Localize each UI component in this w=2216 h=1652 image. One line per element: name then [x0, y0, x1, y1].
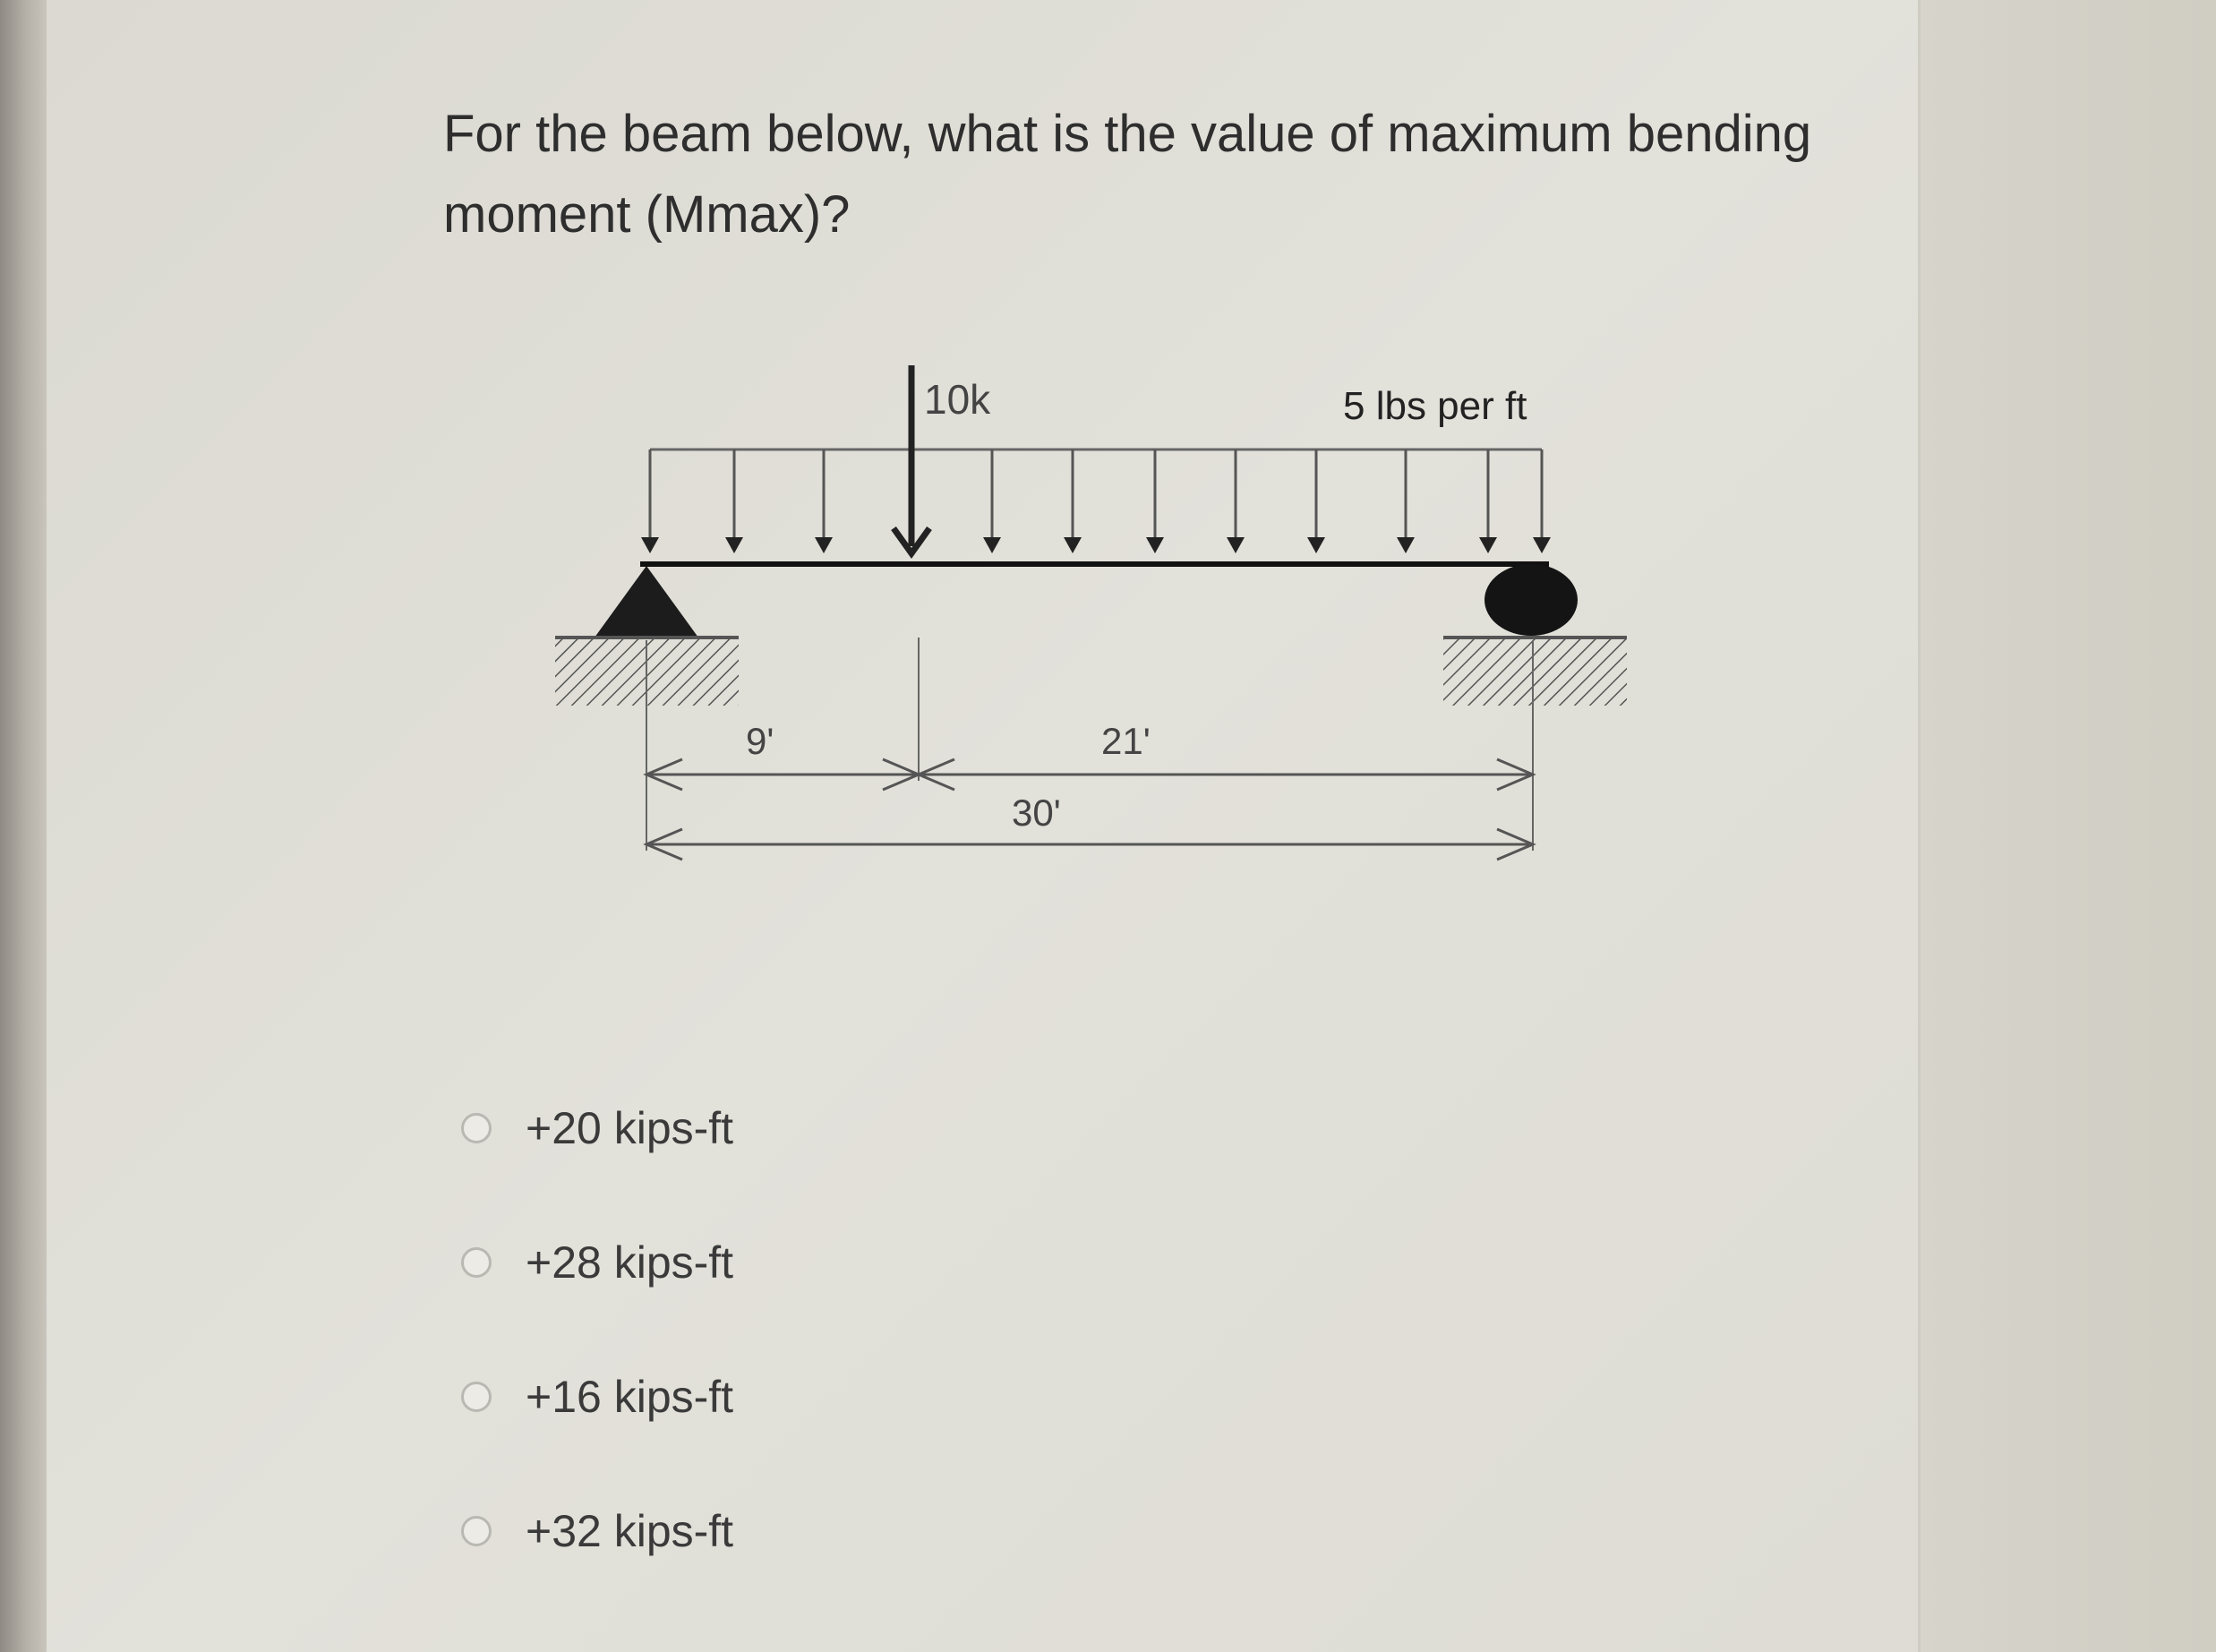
answer-option[interactable] — [461, 1365, 909, 1428]
load-arrow — [1479, 449, 1497, 553]
answer-option-label: +16 kips-ft — [526, 1372, 734, 1422]
question-line-1: For the beam below, what is the value of maximum bending — [443, 105, 1812, 163]
right-ground-hatch — [1443, 638, 1627, 706]
answer-option[interactable] — [461, 1500, 909, 1562]
load-arrow — [983, 449, 1001, 553]
dimension-9ft — [646, 759, 919, 790]
dimension-label-30ft: 30' — [1012, 792, 1061, 834]
load-arrow — [1397, 449, 1415, 553]
radio-button[interactable] — [461, 1382, 492, 1412]
load-arrow — [1533, 449, 1551, 553]
load-arrow — [641, 449, 659, 553]
radio-button[interactable] — [461, 1113, 492, 1143]
load-arrow — [1064, 449, 1082, 553]
radio-button[interactable] — [461, 1516, 492, 1546]
radio-button[interactable] — [461, 1247, 492, 1278]
distributed-load-label: 5 lbs per ft — [1343, 384, 1527, 428]
load-arrow — [1146, 449, 1164, 553]
load-arrow — [1227, 449, 1245, 553]
load-arrow — [725, 449, 743, 553]
dimension-21ft — [919, 759, 1533, 790]
point-load-label: 10k — [924, 376, 991, 423]
answer-option[interactable] — [461, 1097, 909, 1160]
question-line-2: moment (Mmax)? — [443, 185, 851, 244]
roller-support — [1484, 564, 1578, 636]
load-arrow — [1307, 449, 1325, 553]
dimension-label-9ft: 9' — [746, 720, 774, 762]
load-arrow — [815, 449, 833, 553]
dimension-label-21ft: 21' — [1101, 720, 1151, 762]
dimension-30ft — [646, 829, 1533, 860]
answer-option-label: +28 kips-ft — [526, 1237, 734, 1288]
answer-option-label: +20 kips-ft — [526, 1103, 734, 1153]
answer-option-label: +32 kips-ft — [526, 1506, 734, 1556]
answer-option[interactable] — [461, 1231, 909, 1294]
pin-support — [595, 566, 698, 638]
distributed-load-arrows — [641, 449, 1551, 553]
